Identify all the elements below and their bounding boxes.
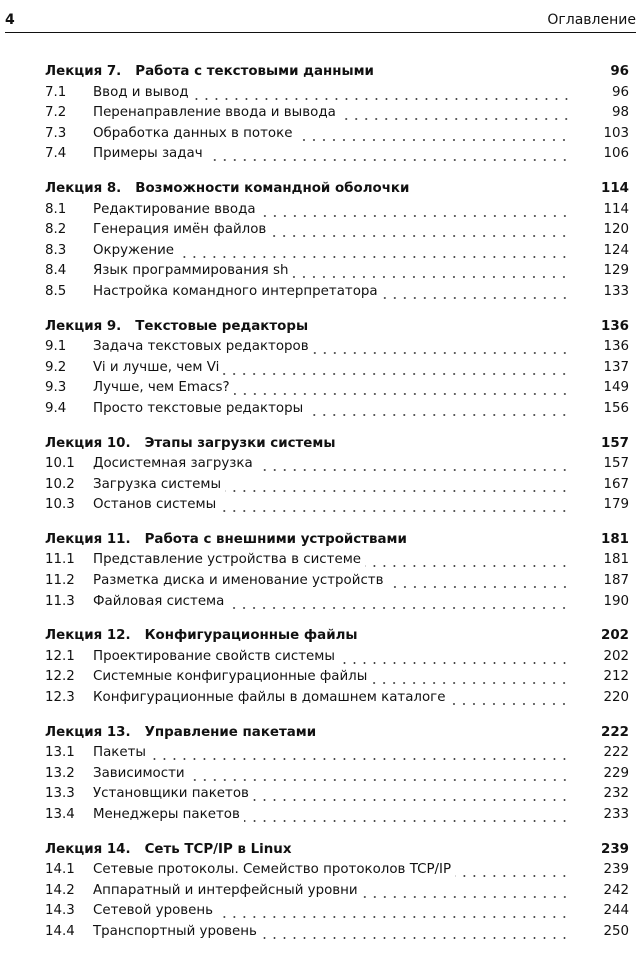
- dot-leader: [382, 282, 570, 303]
- chapter-label: Лекция 9.: [45, 318, 122, 334]
- running-header: [5, 8, 636, 33]
- entry-title: Системные конфигурационные файлы: [93, 669, 368, 685]
- running-title: Оглавление: [547, 12, 636, 28]
- entry-number: 14.3: [45, 903, 75, 919]
- entry-page: 167: [603, 476, 629, 492]
- dot-leader: [189, 764, 570, 785]
- chapter-label: Лекция 14.: [45, 841, 131, 857]
- dot-leader: [362, 881, 570, 902]
- entry-number: 11.1: [45, 552, 75, 568]
- entry-number: 12.3: [45, 690, 75, 706]
- entry-page: 133: [603, 283, 629, 299]
- dot-leader: [234, 378, 570, 399]
- entry-number: 10.3: [45, 497, 75, 513]
- dot-leader: [260, 200, 570, 221]
- entry-title: Сетевые протоколы. Семейство протоколов TCP/IP: [93, 862, 452, 878]
- dot-leader: [193, 83, 571, 104]
- toc-entry[interactable]: [45, 83, 629, 104]
- entry-page: 187: [603, 573, 629, 589]
- toc-entry[interactable]: [45, 592, 629, 613]
- toc-entry[interactable]: [45, 358, 629, 379]
- entry-page: 229: [603, 765, 629, 781]
- chapter-label: Лекция 13.: [45, 724, 131, 740]
- entry-page: 137: [603, 359, 629, 375]
- dot-leader: [312, 317, 567, 338]
- entry-page: 114: [603, 201, 629, 217]
- entry-page: 239: [603, 862, 629, 878]
- entry-page: 250: [603, 923, 629, 939]
- toc-chapter: [45, 179, 629, 303]
- toc-entry[interactable]: [45, 805, 629, 826]
- dot-leader: [411, 530, 567, 551]
- entry-title: Перенаправление ввода и вывода: [93, 105, 336, 121]
- chapter-title: Текстовые редакторы: [135, 318, 309, 334]
- entry-page: 156: [603, 400, 629, 416]
- toc-entry[interactable]: [45, 901, 629, 922]
- entry-title: Сетевой уровень: [93, 903, 214, 919]
- dot-leader: [378, 62, 571, 83]
- entry-number: 8.1: [45, 201, 67, 217]
- entry-page: 220: [603, 690, 629, 706]
- dot-leader: [220, 495, 569, 516]
- toc-entry[interactable]: [45, 881, 629, 902]
- dot-leader: [455, 860, 569, 881]
- entry-number: 9.4: [45, 400, 67, 416]
- chapter-label: Лекция 10.: [45, 435, 131, 451]
- chapter-heading[interactable]: [45, 840, 629, 861]
- entry-number: 14.4: [45, 923, 75, 939]
- toc-chapter: [45, 723, 629, 826]
- chapter-page: 222: [601, 724, 629, 740]
- toc-entry[interactable]: [45, 337, 629, 358]
- toc-chapter: [45, 62, 629, 165]
- dot-leader: [223, 358, 569, 379]
- chapter-page: 181: [601, 531, 629, 547]
- toc-entry[interactable]: [45, 399, 629, 420]
- chapter-label: Лекция 8.: [45, 180, 122, 196]
- toc-entry[interactable]: [45, 571, 629, 592]
- entry-title: Задача текстовых редакторов: [93, 339, 309, 355]
- entry-page: 103: [603, 125, 629, 141]
- chapter-page: 96: [610, 64, 629, 79]
- dot-leader: [307, 399, 569, 420]
- chapter-title: Этапы загрузки системы: [144, 435, 336, 451]
- dot-leader: [207, 144, 570, 165]
- dot-leader: [292, 261, 569, 282]
- dot-leader: [228, 592, 569, 613]
- toc-entry[interactable]: [45, 647, 629, 668]
- entry-title: Останов системы: [93, 497, 217, 513]
- entry-title: Просто текстовые редакторы: [93, 400, 304, 416]
- entry-page: 136: [603, 339, 629, 355]
- entry-number: 7.1: [45, 84, 67, 100]
- toc-entry[interactable]: [45, 688, 629, 709]
- entry-title: Обработка данных в потоке: [93, 125, 293, 141]
- entry-page: 212: [603, 669, 629, 685]
- entry-number: 7.2: [45, 105, 67, 121]
- entry-title: Разметка диска и именование устройств: [93, 573, 384, 589]
- toc-entry[interactable]: [45, 922, 629, 943]
- toc-entry[interactable]: [45, 200, 629, 221]
- chapter-label: Лекция 7.: [45, 64, 122, 79]
- dot-leader: [217, 901, 569, 922]
- entry-title: Зависимости: [93, 765, 185, 781]
- dot-leader: [295, 840, 567, 861]
- page-number: 4: [5, 12, 15, 28]
- entry-number: 11.3: [45, 593, 75, 609]
- dot-leader: [270, 220, 569, 241]
- toc-chapter: [45, 530, 629, 612]
- toc-entry[interactable]: [45, 475, 629, 496]
- chapter-label: Лекция 12.: [45, 628, 131, 644]
- toc-entry[interactable]: [45, 241, 629, 262]
- entry-number: 14.1: [45, 862, 75, 878]
- entry-title: Загрузка системы: [93, 476, 222, 492]
- dot-leader: [340, 103, 571, 124]
- entry-title: Редактирование ввода: [93, 201, 256, 217]
- dot-leader: [388, 571, 570, 592]
- chapter-heading[interactable]: [45, 62, 629, 83]
- entry-page: 120: [603, 222, 629, 238]
- entry-number: 9.1: [45, 339, 67, 355]
- dot-leader: [150, 743, 569, 764]
- toc-entry[interactable]: [45, 282, 629, 303]
- toc-entry[interactable]: [45, 378, 629, 399]
- entry-title: Проектирование свойств системы: [93, 648, 335, 664]
- entry-number: 13.3: [45, 786, 75, 802]
- toc-entry[interactable]: [45, 860, 629, 881]
- toc-entry[interactable]: [45, 124, 629, 145]
- entry-number: 11.2: [45, 573, 75, 589]
- dot-leader: [261, 922, 570, 943]
- toc-entry[interactable]: [45, 784, 629, 805]
- toc-chapter: [45, 434, 629, 516]
- chapter-heading[interactable]: [45, 626, 629, 647]
- entry-title: Установщики пакетов: [93, 786, 249, 802]
- entry-title: Окружение: [93, 242, 175, 258]
- entry-number: 13.2: [45, 765, 75, 781]
- dot-leader: [296, 124, 569, 145]
- entry-page: 129: [603, 263, 629, 279]
- entry-number: 9.2: [45, 359, 67, 375]
- entry-page: 222: [603, 745, 629, 761]
- entry-number: 14.2: [45, 882, 75, 898]
- toc-entry[interactable]: [45, 261, 629, 282]
- entry-page: 96: [611, 84, 629, 100]
- entry-page: 232: [603, 786, 629, 802]
- entry-number: 8.4: [45, 263, 67, 279]
- entry-page: 106: [603, 146, 629, 162]
- dot-leader: [449, 688, 569, 709]
- chapter-page: 157: [601, 435, 629, 451]
- entry-number: 10.2: [45, 476, 75, 492]
- entry-title: Язык программирования sh: [93, 263, 289, 279]
- entry-page: 181: [603, 552, 629, 568]
- toc-entry[interactable]: [45, 550, 629, 571]
- chapter-title: Сеть TCP/IP в Linux: [144, 841, 292, 857]
- dot-leader: [313, 337, 570, 358]
- entry-number: 10.1: [45, 456, 75, 472]
- dot-leader: [339, 434, 567, 455]
- chapter-page: 239: [601, 841, 629, 857]
- entry-title: Менеджеры пакетов: [93, 807, 240, 822]
- toc-entry[interactable]: [45, 220, 629, 241]
- entry-number: 7.4: [45, 146, 67, 162]
- entry-page: 190: [603, 593, 629, 609]
- entry-title: Генерация имён файлов: [93, 222, 267, 238]
- dot-leader: [257, 454, 570, 475]
- entry-title: Примеры задач: [93, 146, 203, 162]
- entry-title: Конфигурационные файлы в домашнем каталоге: [93, 690, 446, 706]
- entry-title: Файловая система: [93, 593, 225, 609]
- toc-entry[interactable]: [45, 743, 629, 764]
- entry-page: 98: [611, 105, 629, 121]
- toc-chapter: [45, 317, 629, 420]
- chapter-heading[interactable]: [45, 530, 629, 551]
- dot-leader: [413, 179, 567, 200]
- entry-title: Лучше, чем Emacs?: [93, 380, 230, 396]
- chapter-heading[interactable]: [45, 723, 629, 744]
- chapter-page: 114: [601, 180, 629, 196]
- table-of-contents: [45, 62, 629, 957]
- entry-number: 12.2: [45, 669, 75, 685]
- dot-leader: [339, 647, 570, 668]
- entry-title: Досистемная загрузка: [93, 456, 253, 472]
- chapter-title: Работа с текстовыми данными: [135, 64, 374, 79]
- chapter-title: Работа с внешними устройствами: [144, 531, 407, 547]
- chapter-heading[interactable]: [45, 317, 629, 338]
- entry-number: 8.3: [45, 242, 67, 258]
- entry-title: Vi и лучше, чем Vi: [93, 359, 220, 375]
- entry-number: 8.2: [45, 222, 67, 238]
- toc-entry[interactable]: [45, 667, 629, 688]
- dot-leader: [225, 475, 569, 496]
- entry-title: Настройка командного интерпретатора: [93, 283, 378, 299]
- entry-title: Пакеты: [93, 745, 146, 761]
- dot-leader: [362, 626, 568, 647]
- dot-leader: [178, 241, 569, 262]
- toc-entry[interactable]: [45, 764, 629, 785]
- chapter-title: Управление пакетами: [144, 724, 317, 740]
- entry-page: 124: [603, 242, 629, 258]
- entry-number: 13.4: [45, 807, 75, 822]
- entry-number: 8.5: [45, 283, 67, 299]
- chapter-title: Конфигурационные файлы: [144, 628, 358, 644]
- entry-number: 13.1: [45, 745, 75, 761]
- toc-entry[interactable]: [45, 454, 629, 475]
- chapter-page: 202: [601, 628, 629, 644]
- toc-chapter: [45, 840, 629, 943]
- toc-entry[interactable]: [45, 495, 629, 516]
- toc-chapter: [45, 626, 629, 708]
- toc-entry[interactable]: [45, 103, 629, 124]
- entry-page: 202: [603, 648, 629, 664]
- chapter-label: Лекция 11.: [45, 531, 131, 547]
- entry-page: 179: [603, 497, 629, 513]
- entry-page: 242: [603, 882, 629, 898]
- dot-leader: [320, 723, 567, 744]
- chapter-heading[interactable]: [45, 179, 629, 200]
- dot-leader: [244, 805, 570, 826]
- entry-number: 9.3: [45, 380, 67, 396]
- entry-page: 149: [603, 380, 629, 396]
- entry-number: 7.3: [45, 125, 67, 141]
- dot-leader: [365, 550, 569, 571]
- entry-title: Транспортный уровень: [93, 923, 257, 939]
- entry-page: 157: [603, 456, 629, 472]
- dot-leader: [371, 667, 569, 688]
- entry-title: Аппаратный и интерфейсный уровни: [93, 882, 358, 898]
- dot-leader: [253, 784, 570, 805]
- chapter-title: Возможности командной оболочки: [135, 180, 410, 196]
- entry-number: 12.1: [45, 648, 75, 664]
- chapter-page: 136: [601, 318, 629, 334]
- entry-page: 244: [603, 903, 629, 919]
- chapter-heading[interactable]: [45, 434, 629, 455]
- toc-entry[interactable]: [45, 144, 629, 165]
- entry-title: Ввод и вывод: [93, 84, 189, 100]
- entry-page: 233: [603, 807, 629, 822]
- entry-title: Представление устройства в системе: [93, 552, 362, 568]
